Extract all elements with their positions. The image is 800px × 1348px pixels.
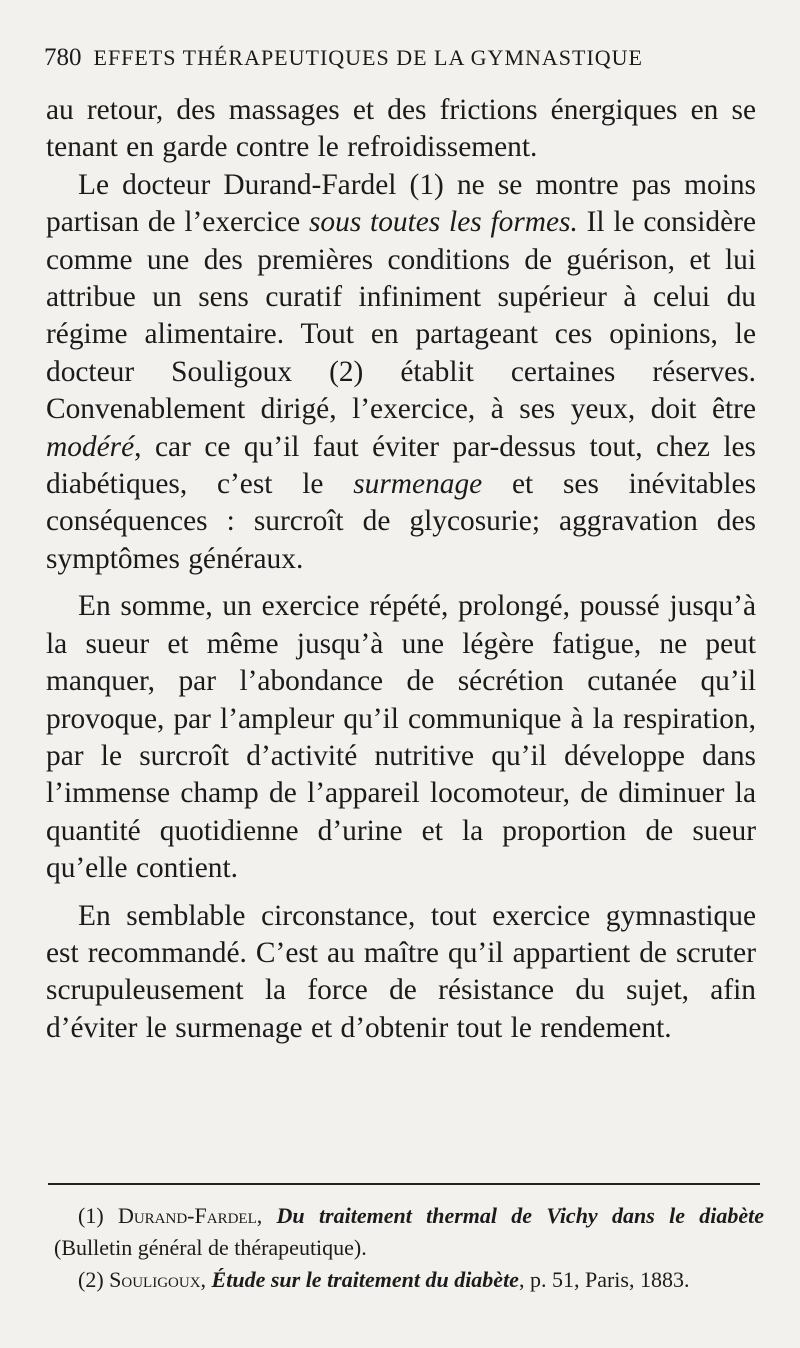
paragraph-4: En semblable circonstance, tout exercice gymnastique est recommandé. C’est au maître qu’il appartient de scruter scrupuleusement la force de résistance du sujet, afin d’éviter le surmenage et d’obtenir tout le rendement.	[46, 899, 756, 1044]
page-number: 780	[44, 44, 82, 71]
emphasis-surmenage: surmenage	[353, 468, 483, 501]
paragraph-2: Le docteur Durand-Fardel (1) ne se montre pas moins partisan de l’exercice sous toutes les formes. Il le considère comme une des premières conditions de guérison, et lui attribue un sens curatif infiniment supérieur à celui du régime alimentaire. Tout en partageant ces opinions, le docteur Souligoux (2) établit certaines réserves. Convenablement dirigé, l’exercice, à ses yeux, doit être modéré, car ce qu’il faut éviter par-dessus tout, chez les diabétiques, c’est le surmenage et ses inévitables conséquences : surcroît de glycosurie; aggravation des symptômes généraux.	[46, 168, 757, 575]
paragraph-3: En somme, un exercice répété, prolongé, poussé jusqu’à la sueur et même jusqu’à une légère fatigue, ne peut manquer, par l’abondance de sécrétion cutanée qu’il provoque, par l’ampleur qu’il communique à la respiration, par le surcroît d’activité nutritive qu’il développe dans l’immense champ de l’appareil locomoteur, de diminuer la quantité quotidienne d’urine et la proportion de sueur qu’elle contient.	[46, 590, 756, 885]
footnote-2-author: Souligoux,	[109, 1267, 207, 1292]
footnotes	[54, 1200, 764, 1296]
running-title: EFFETS THÉRAPEUTIQUES DE LA GYMNASTIQUE	[93, 45, 643, 70]
footnote-divider	[48, 1183, 760, 1185]
body-text	[46, 92, 756, 1047]
emphasis-modere: modéré	[46, 430, 135, 463]
footnote-2: (2) Souligoux, Étude sur le traitement du diabète, p. 51, Paris, 1883.	[78, 1267, 690, 1292]
footnote-1-author: Durand-Fardel,	[117, 1203, 263, 1228]
footnote-2-title: Étude sur le traitement du diabète	[211, 1267, 519, 1292]
emphasis-forms: sous toutes les formes.	[308, 206, 578, 239]
running-header	[44, 44, 744, 72]
footnote-1-title: Du traitement thermal de Vichy dans le diabète	[276, 1203, 764, 1228]
paragraph-1: au retour, des massages et des frictions énergiques en se tenant en garde contre le refroidissement.	[46, 94, 756, 164]
footnote-1: (1) Durand-Fardel, Du traitement thermal de Vichy dans le diabète (Bulletin général de thérapeutique).	[54, 1203, 764, 1260]
